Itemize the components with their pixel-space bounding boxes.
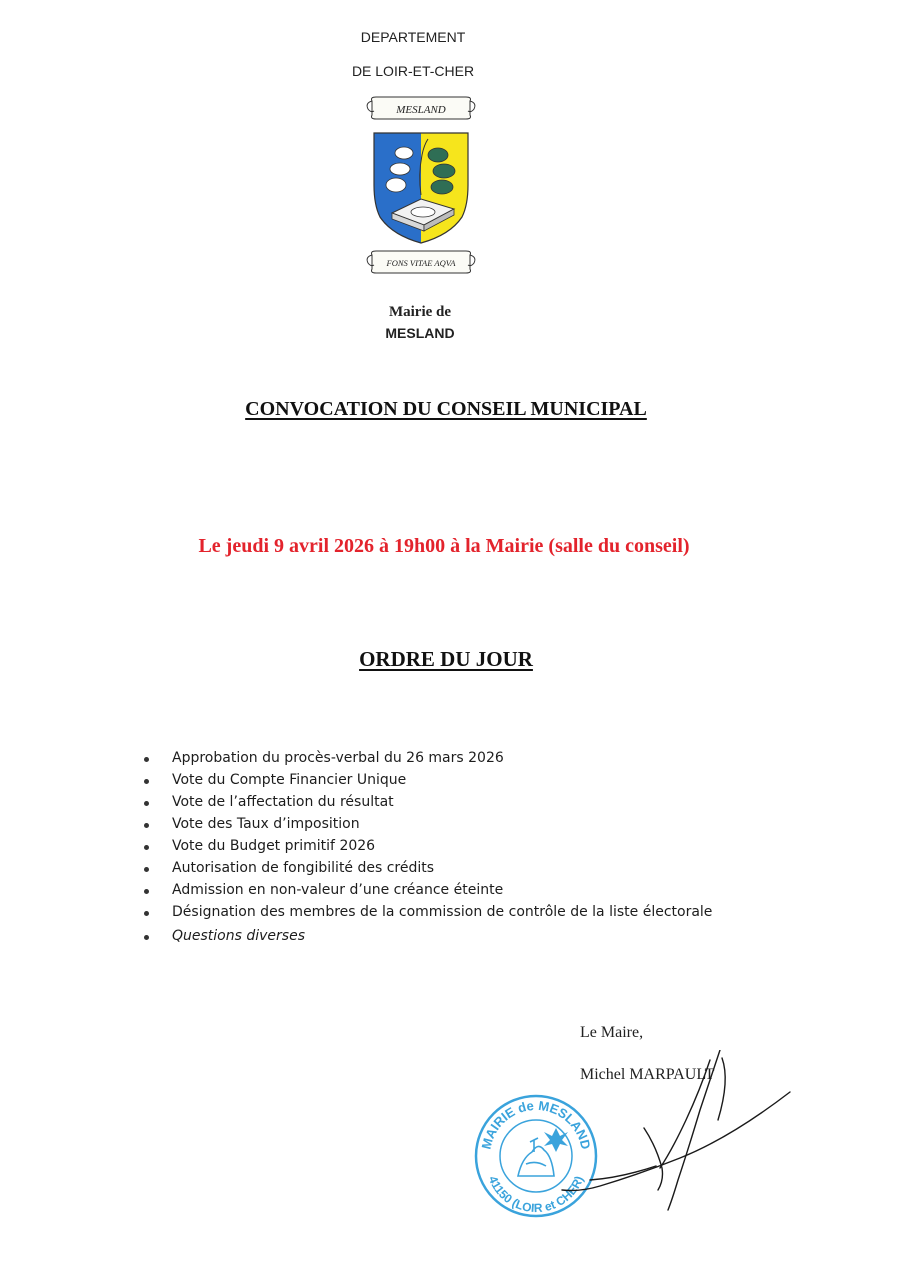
agenda-item-text: Vote des Taux d’imposition [172,816,360,832]
agenda-item-text: Désignation des membres de la commission de contrôle de la liste électorale [172,904,713,920]
bullet-icon [144,801,149,806]
bullet-icon [144,911,149,916]
crest-banner-text: MESLAND [396,104,446,116]
crest-shield [374,133,468,243]
department-line2: DE LOIR-ET-CHER [351,63,475,79]
agenda-item-text: Autorisation de fongibilité des crédits [172,860,435,876]
agenda-item-text: Admission en non-valeur d’une créance éteinte [172,882,504,898]
agenda-item [172,816,360,838]
stamp-text-top: MAIRIE de MESLAND [478,1097,594,1151]
crest-motto-text: FONS VITAE AQVA [386,258,456,268]
bullet-icon [144,935,149,940]
signatory-name: Michel MARPAULT [580,1066,715,1083]
agenda-heading: ORDRE DU JOUR [359,647,533,671]
bullet-icon [144,845,149,850]
agenda-item [172,772,406,794]
mairie-label: Mairie de [388,304,452,320]
agenda-item [172,794,394,816]
bullet-icon [144,779,149,784]
crest-motto-banner [367,251,475,273]
agenda-item-text: Vote du Compte Financier Unique [172,772,407,788]
agenda-item [172,750,504,772]
bullet-icon [144,889,149,894]
handwritten-signature [560,1050,800,1220]
signatory-title: Le Maire, [580,1024,644,1041]
document-title: CONVOCATION DU CONSEIL MUNICIPAL [245,398,647,420]
bullet-icon [144,823,149,828]
stamp-text-bottom: 41150 (LOIR et CHER) [485,1173,587,1216]
agenda-item [172,904,712,926]
agenda-item-text: Questions diverses [172,928,305,944]
agenda-item [172,838,375,860]
agenda-item [172,860,434,882]
agenda-item-text: Approbation du procès-verbal du 26 mars 2026 [172,750,504,766]
bullet-icon [144,757,149,762]
agenda-item [172,882,503,904]
mesland-coat-of-arms [362,95,480,280]
agenda-item-text: Vote du Budget primitif 2026 [172,838,376,854]
crest-top-banner [367,97,475,119]
agenda-item [172,928,305,950]
mairie-commune: MESLAND [385,325,455,341]
agenda-item-text: Vote de l’affectation du résultat [172,794,394,810]
bullet-icon [144,867,149,872]
department-line1: DEPARTEMENT [360,29,466,45]
meeting-date-location: Le jeudi 9 avril 2026 à 19h00 à la Mairie (salle du conseil) [198,535,690,557]
